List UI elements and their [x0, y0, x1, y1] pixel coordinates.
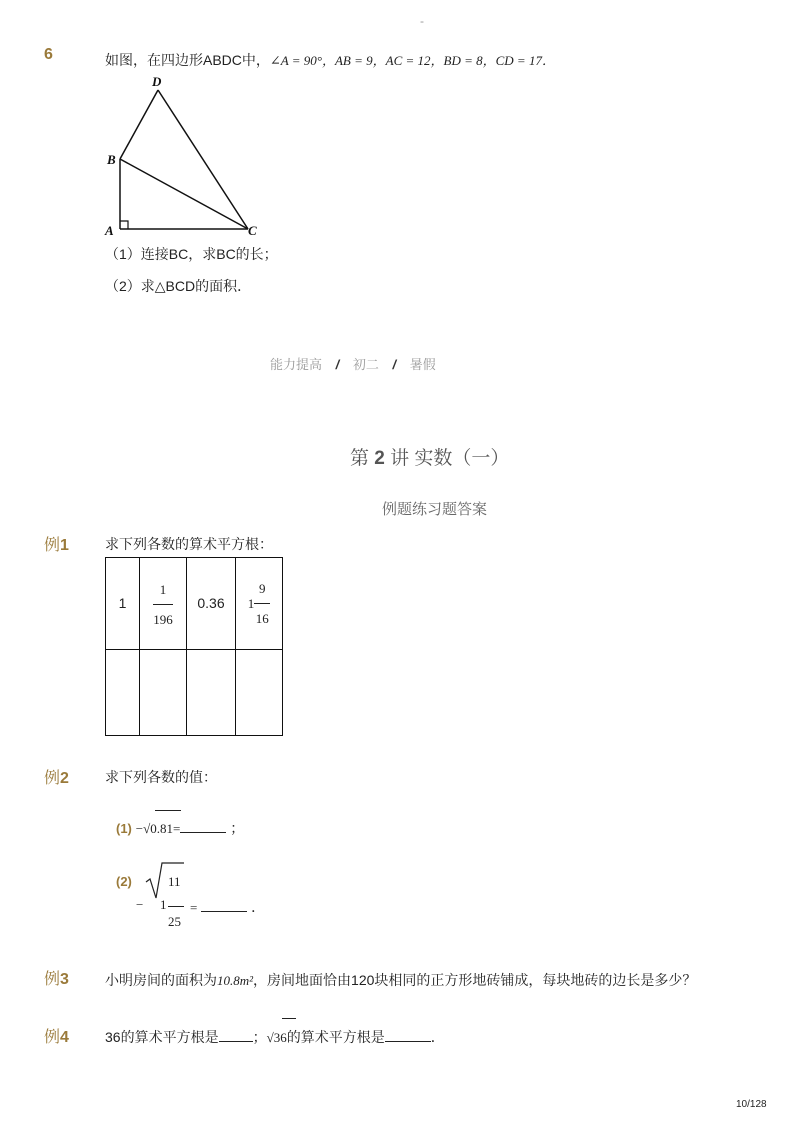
label-d: D: [152, 74, 162, 89]
fraction-denominator: 25: [168, 914, 181, 929]
answer-blank[interactable]: [219, 1029, 253, 1042]
breadcrumb-separator: /: [392, 357, 397, 372]
example-2-part-1: (1) −√0.81= ；: [116, 820, 245, 836]
breadcrumb-item: 能力提高: [270, 357, 323, 372]
minus-sign: −: [136, 897, 144, 912]
question-number: 6: [44, 46, 53, 63]
segment-bc: [120, 159, 248, 229]
radical-vinculum: [282, 1018, 296, 1019]
label-b: B: [107, 152, 116, 167]
radical-vinculum: [155, 810, 181, 811]
example-label: 例3: [44, 971, 69, 988]
mixed-whole: 1: [160, 897, 167, 912]
example-2-text: 求下列各数的值：: [105, 769, 217, 785]
example-label: 例4: [44, 1029, 69, 1046]
table-cell: $\frac{1}{196}$: [140, 558, 187, 650]
example-3-text: 小明房间的面积为10.8m²，房间地面恰由120块相同的正方形地砖铺成，每块地砖的边长是多少？: [105, 972, 697, 988]
answer-cell[interactable]: [106, 650, 140, 736]
page-number: 10/128: [736, 1099, 767, 1110]
question-part-1: （1）连接BC，求BC的长；: [105, 246, 278, 262]
breadcrumb-separator: /: [335, 357, 340, 372]
breadcrumb-item: 初二: [352, 357, 379, 372]
example-4-text: 36的算术平方根是 ；√36的算术平方根是 ．: [105, 1029, 445, 1045]
fraction-numerator: 11: [168, 874, 181, 889]
label-c: C: [248, 223, 257, 237]
header-mark: -: [420, 14, 424, 28]
answer-cell[interactable]: [140, 650, 187, 736]
lecture-title: 第 2 讲 实数（一）: [350, 448, 510, 469]
example-label: 例1: [44, 537, 69, 554]
segment-dc: [158, 90, 248, 229]
table-cell: 1 $\frac{9}{16}$: [236, 558, 283, 650]
answer-blank[interactable]: [201, 899, 247, 912]
right-angle-mark: [120, 221, 128, 229]
lecture-subtitle: 例题练习题答案: [382, 501, 488, 518]
fraction-bar: [168, 906, 184, 907]
quadrilateral-figure: [100, 72, 270, 237]
answer-cell[interactable]: [236, 650, 283, 736]
sqrt-table: [105, 557, 283, 736]
breadcrumb-item: 暑假: [409, 357, 436, 372]
label-a: A: [105, 223, 114, 237]
answer-blank[interactable]: [180, 820, 226, 833]
table-cell: 0.36: [187, 558, 236, 650]
answer-cell[interactable]: [187, 650, 236, 736]
question-part-2: （2）求△BCD的面积．: [105, 278, 252, 294]
segment-db: [120, 90, 158, 159]
answer-blank[interactable]: [385, 1029, 431, 1042]
example-label: 例2: [44, 770, 69, 787]
section-breadcrumb: [270, 354, 436, 373]
example-2-part-2-label: (2): [116, 874, 132, 889]
example-2-part-2-answer: = ．: [190, 899, 266, 915]
example-1-text: 求下列各数的算术平方根：: [105, 536, 273, 552]
table-cell: 1: [106, 558, 140, 650]
question-stem: 如图，在四边形ABDC中，∠A = 90°，AB = 9，AC = 12，BD = 8，CD = 17．: [105, 52, 555, 68]
